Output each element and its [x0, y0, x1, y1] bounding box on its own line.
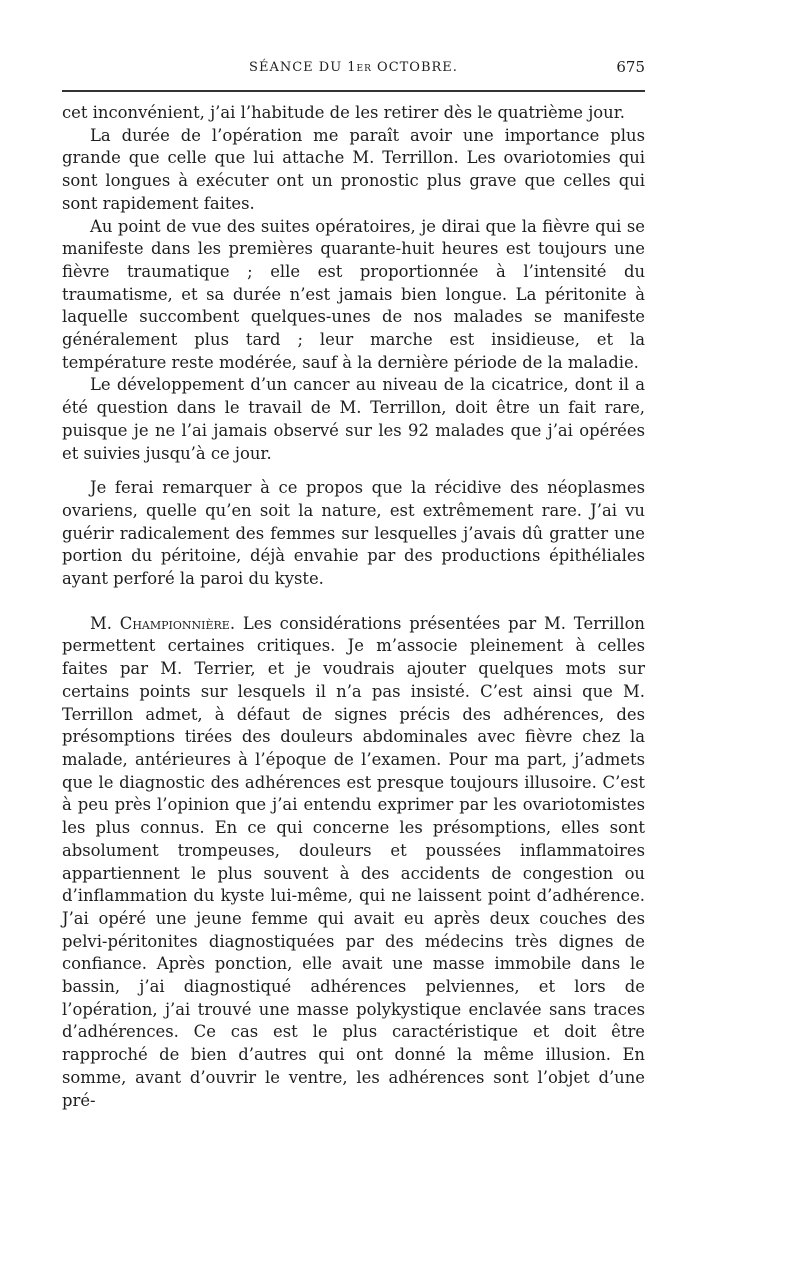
speech-paragraph	[62, 613, 645, 1112]
speech-text: Les considérations présentées par M. Terrillon permettent certaines critiques. Je m’associe pleinement à celles faites par M. Terrier, et je voudrais ajouter quelques mots sur certains points sur lesquels il n’a pas insisté. C’est ainsi que M. Terrillon admet, à défaut de signes précis des adhérences, des présomptions tirées des douleurs abdominales avec fièvre chez la malade, antérieures à l’époque de l’examen. Pour ma part, j’admets que le diagnostic des adhérences est presque toujours illusoire. C’est à peu près l’opinion que j’ai entendu exprimer par les ovariotomistes les plus connus. En ce qui concerne les présomptions, elles sont absolument trompeuses, douleurs et poussées inflammatoires appartiennent le plus souvent à des accidents de congestion ou d’inflammation du kyste lui-même, qui ne laissent point d’adhérence. J’ai opéré une jeune femme qui avait eu après deux couches des pelvi-péritonites diagnostiquées par des médecins très dignes de confiance. Après ponction, elle avait une masse immobile dans le bassin, j’ai diagnostiqué adhérences pelviennes, et lors de l’opération, j’ai trouvé une masse polykystique enclavée sans traces d’adhérences. Ce cas est le plus caractéristique et doit être rapproché de bien d’autres qui ont donné la même illusion. En somme, avant d’ouvrir le ventre, les adhérences sont l’objet d’une pré-	[62, 613, 645, 1110]
paragraph-3: Au point de vue des suites opératoires, je dirai que la fièvre qui se manifeste dans les premières quarante-huit heures est toujours une fièvre traumatique ; elle est proportionnée à l’intensité du traumatisme, et sa durée n’est jamais bien longue. La péritonite à laquelle succombent quelques-unes de nos malades se manifeste généralement plus tard ; leur marche est insidieuse, et la température reste modérée, sauf à la dernière période de la maladie.	[62, 216, 645, 372]
page-number: 675	[616, 58, 645, 76]
running-header	[62, 52, 645, 82]
paragraph-5: Je ferai remarquer à ce propos que la récidive des néoplasmes ovariens, quelle qu’en soit la nature, est extrêmement rare. J’ai vu guérir radicalement des femmes sur lesquelles j’avais dû gratter une portion du péritoine, déjà envahie par des productions épithéliales ayant perforé la paroi du kyste.	[62, 478, 645, 589]
speaker-name: M. Championnière.	[90, 613, 236, 633]
document-page	[62, 52, 645, 1110]
paragraph-1: cet inconvénient, j’ai l’habitude de les retirer dès le quatrième jour.	[62, 103, 625, 122]
header-rule	[62, 90, 645, 92]
paragraph-2: La durée de l’opération me paraît avoir une importance plus grande que celle que lui attache M. Terrillon. Les ovariotomies qui sont longues à exécuter ont un pronostic plus grave que celles qui sont rapidement faites.	[62, 125, 645, 213]
header-title: SÉANCE DU 1er OCTOBRE.	[249, 60, 458, 75]
body-text	[62, 102, 645, 1112]
paragraph-4: Le développement d’un cancer au niveau de la cicatrice, dont il a été question dans le travail de M. Terrillon, doit être un fait rare, puisque je ne l’ai jamais observé sur les 92 malades que j’ai opérées et suivies jusqu’à ce jour.	[62, 375, 645, 463]
